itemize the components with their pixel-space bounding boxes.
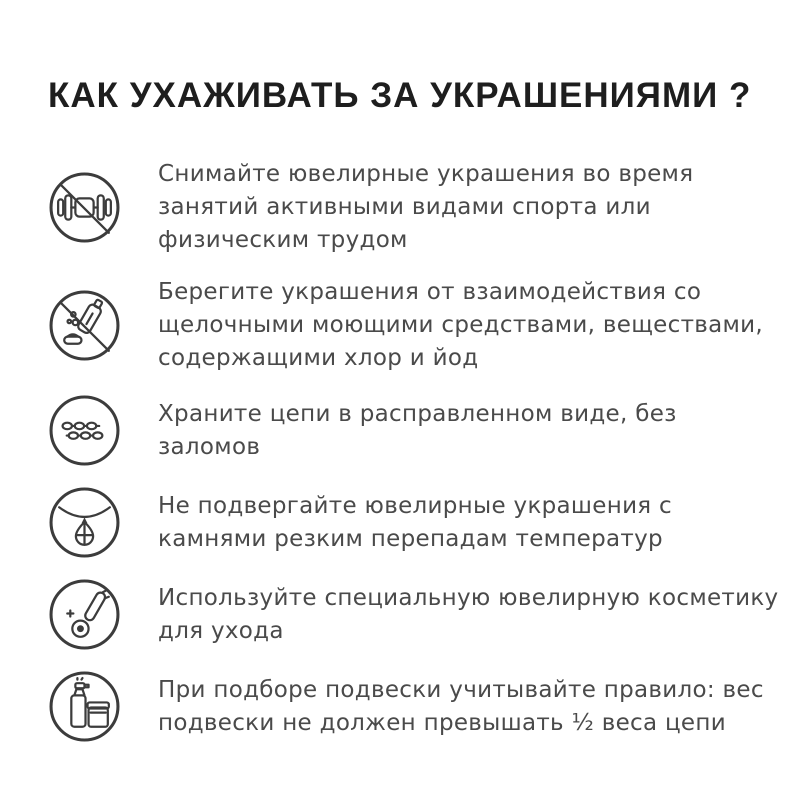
- item-text-line: При подборе подвески учитывайте правило: вес: [158, 676, 764, 703]
- list-item: [48, 276, 764, 375]
- item-text: [158, 158, 693, 257]
- item-text-line: физическим трудом: [158, 227, 408, 253]
- chain-links-icon: [48, 394, 121, 467]
- list-item: [48, 394, 764, 467]
- care-tips-list: [48, 158, 779, 743]
- list-item: [48, 158, 764, 257]
- item-text: [158, 674, 764, 740]
- item-text-line: Не подвергайте ювелирные украшения с: [158, 492, 673, 519]
- item-text-line: занятий активными видами спорта или: [158, 194, 651, 220]
- jewelry-cleaning-brush-icon: [48, 578, 121, 651]
- item-text: [158, 398, 677, 464]
- list-item: [48, 578, 779, 651]
- item-text-line: Храните цепи в расправленном виде, без: [158, 400, 677, 427]
- item-text-line: Берегите украшения от взаимодействия со: [158, 279, 702, 305]
- page-title: КАК УХАЖИВАТЬ ЗА УКРАШЕНИЯМИ ?: [48, 76, 752, 115]
- item-text: [158, 276, 763, 375]
- item-text-line: щелочными моющими средствами, веществами,: [158, 312, 764, 338]
- item-text: [158, 490, 672, 556]
- list-item: [48, 670, 764, 743]
- no-sport-dumbbell-icon: [48, 171, 121, 244]
- item-text-line: Используйте специальную ювелирную косметику: [158, 584, 779, 611]
- cosmetics-bottle-jar-icon: [48, 670, 121, 743]
- pendant-necklace-icon: [48, 486, 121, 559]
- list-item: [48, 486, 764, 559]
- item-text-line: Снимайте ювелирные украшения во время: [158, 161, 694, 187]
- item-text-line: подвески не должен превышать ½ веса цепи: [158, 709, 726, 736]
- item-text-line: камнями резким перепадам температур: [158, 525, 663, 552]
- item-text-line: содержащими хлор и йод: [158, 345, 479, 371]
- item-text-line: заломов: [158, 433, 261, 460]
- item-text-line: для ухода: [158, 617, 284, 644]
- no-detergent-icon: [48, 289, 121, 362]
- item-text: [158, 582, 778, 648]
